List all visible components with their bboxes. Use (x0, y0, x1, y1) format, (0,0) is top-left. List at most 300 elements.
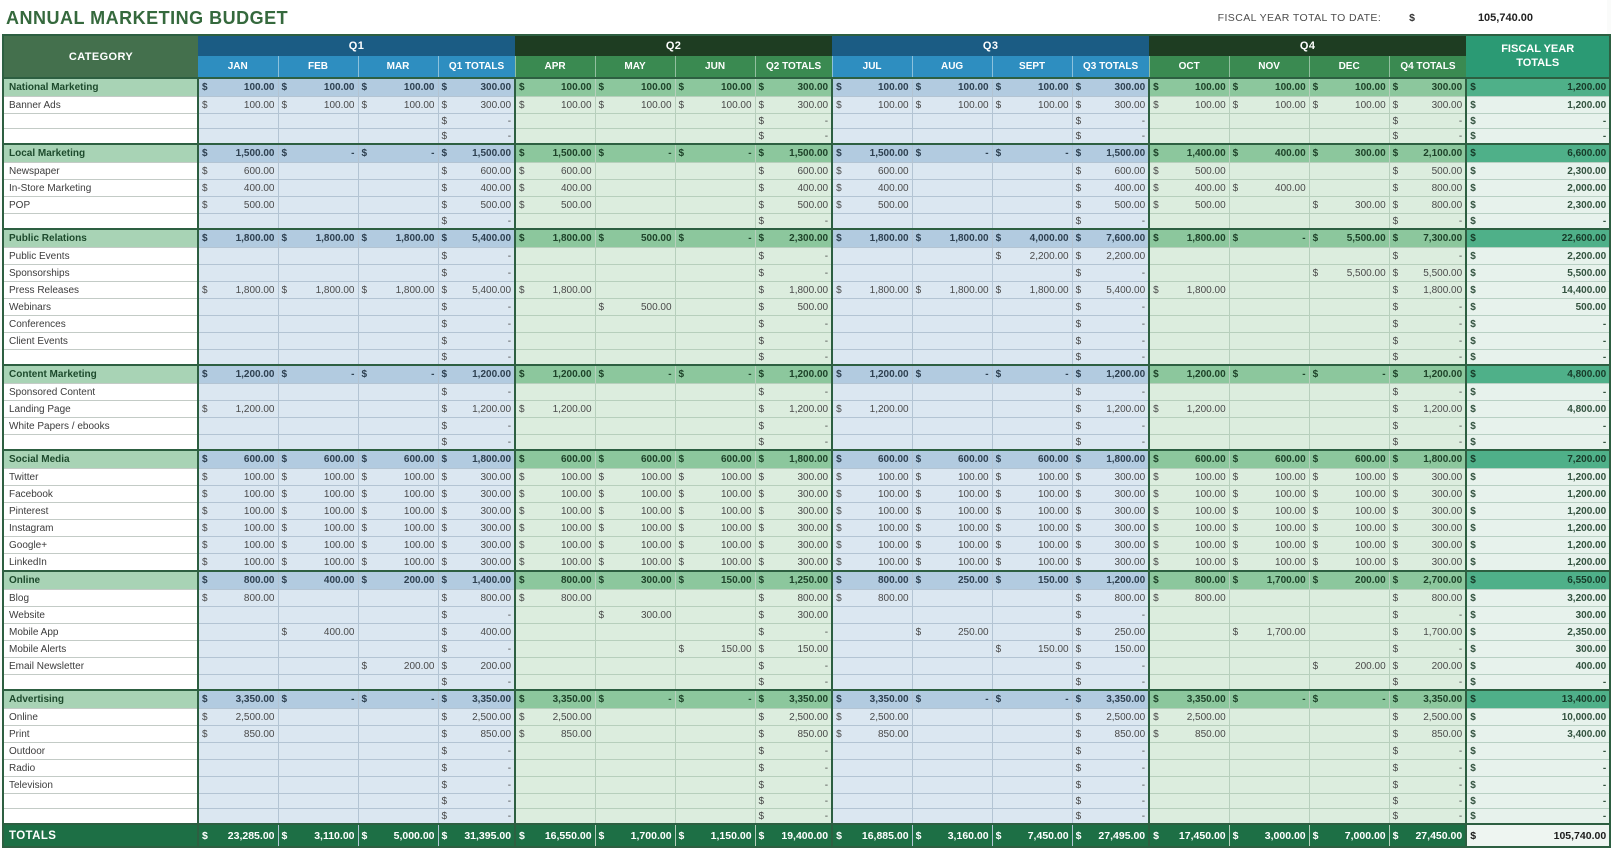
cell[interactable]: $ - (912, 365, 992, 384)
cell[interactable]: $ 150.00 (675, 641, 755, 658)
cell[interactable] (1229, 658, 1309, 675)
cell[interactable] (1229, 129, 1309, 145)
category-cell[interactable] (3, 794, 198, 809)
cell[interactable]: $ 100.00 (1229, 486, 1309, 503)
cell[interactable] (278, 809, 358, 825)
cell[interactable]: $ 100.00 (1309, 503, 1389, 520)
cell[interactable] (675, 248, 755, 265)
category-cell[interactable]: Print (3, 726, 198, 743)
category-cell[interactable]: Blog (3, 590, 198, 607)
cell[interactable] (1309, 163, 1389, 180)
month-header-may[interactable]: MAY (595, 56, 675, 78)
cell[interactable] (278, 607, 358, 624)
cell[interactable]: $ 100.00 (1229, 78, 1309, 97)
cell[interactable]: $ 800.00 (198, 571, 278, 590)
cell[interactable] (832, 129, 912, 145)
category-cell[interactable]: In-Store Marketing (3, 180, 198, 197)
cell[interactable]: $ 3,350.00 (832, 690, 912, 709)
cell[interactable]: $ 100.00 (278, 503, 358, 520)
cell[interactable]: $ 16,550.00 (515, 824, 595, 847)
cell[interactable] (515, 809, 595, 825)
cell[interactable] (1309, 607, 1389, 624)
cell[interactable]: $ 100.00 (515, 469, 595, 486)
cell[interactable]: $ 14,400.00 (1466, 282, 1610, 299)
cell[interactable]: $ 100.00 (675, 520, 755, 537)
cell[interactable] (912, 675, 992, 691)
cell[interactable] (675, 794, 755, 809)
cell[interactable]: $ - (755, 777, 832, 794)
cell[interactable]: $ 300.00 (1072, 78, 1149, 97)
cell[interactable] (1229, 760, 1309, 777)
cell[interactable]: $ - (1389, 418, 1466, 435)
cell[interactable]: $ 100.00 (992, 503, 1072, 520)
cell[interactable]: $ 400.00 (438, 180, 515, 197)
cell[interactable] (198, 658, 278, 675)
cell[interactable]: $ 7,450.00 (992, 824, 1072, 847)
cell[interactable] (1309, 282, 1389, 299)
category-cell[interactable]: Radio (3, 760, 198, 777)
cell[interactable]: $ 300.00 (1389, 78, 1466, 97)
cell[interactable] (1229, 282, 1309, 299)
cell[interactable]: $ 1,800.00 (832, 229, 912, 248)
cell[interactable]: $ 150.00 (755, 641, 832, 658)
cell[interactable]: $ - (438, 299, 515, 316)
cell[interactable] (1149, 214, 1229, 230)
cell[interactable] (358, 760, 438, 777)
cell[interactable] (198, 384, 278, 401)
cell[interactable]: $ 300.00 (755, 469, 832, 486)
cell[interactable]: $ - (1072, 299, 1149, 316)
cell[interactable]: $ 400.00 (515, 180, 595, 197)
cell[interactable] (515, 624, 595, 641)
category-cell[interactable] (3, 809, 198, 825)
cell[interactable]: $ 100.00 (595, 554, 675, 572)
cell[interactable]: $ - (1389, 114, 1466, 129)
category-cell[interactable]: Social Media (3, 450, 198, 469)
cell[interactable]: $ - (438, 794, 515, 809)
cell[interactable]: $ 300.00 (1389, 486, 1466, 503)
cell[interactable]: $ 1,800.00 (755, 282, 832, 299)
cell[interactable]: $ 150.00 (992, 641, 1072, 658)
cell[interactable] (675, 197, 755, 214)
cell[interactable] (198, 624, 278, 641)
cell[interactable]: $ 200.00 (1389, 658, 1466, 675)
cell[interactable] (278, 743, 358, 760)
cell[interactable] (198, 418, 278, 435)
cell[interactable]: $ - (1389, 777, 1466, 794)
cell[interactable]: $ 300.00 (438, 520, 515, 537)
cell[interactable] (358, 726, 438, 743)
cell[interactable]: $ - (1072, 418, 1149, 435)
cell[interactable]: $ 100.00 (912, 537, 992, 554)
cell[interactable]: $ 1,800.00 (832, 282, 912, 299)
cell[interactable] (1229, 214, 1309, 230)
cell[interactable] (675, 809, 755, 825)
cell[interactable]: $ 1,800.00 (438, 450, 515, 469)
cell[interactable] (358, 265, 438, 282)
cell[interactable] (912, 435, 992, 451)
cell[interactable] (1149, 248, 1229, 265)
cell[interactable]: $ 300.00 (595, 607, 675, 624)
cell[interactable] (278, 248, 358, 265)
category-cell[interactable]: Landing Page (3, 401, 198, 418)
cell[interactable]: $ 1,800.00 (278, 282, 358, 299)
cell[interactable]: $ 500.00 (595, 299, 675, 316)
cell[interactable]: $ - (755, 435, 832, 451)
category-cell[interactable]: Online (3, 571, 198, 590)
cell[interactable] (992, 265, 1072, 282)
cell[interactable] (912, 641, 992, 658)
cell[interactable]: $ 1,800.00 (1389, 282, 1466, 299)
cell[interactable]: $ 2,100.00 (1389, 144, 1466, 163)
cell[interactable]: $ 3,160.00 (912, 824, 992, 847)
cell[interactable]: $ - (278, 365, 358, 384)
cell[interactable] (358, 214, 438, 230)
cell[interactable] (358, 114, 438, 129)
cell[interactable] (1229, 197, 1309, 214)
cell[interactable]: $ 300.00 (1072, 520, 1149, 537)
cell[interactable] (595, 384, 675, 401)
cell[interactable]: $ - (358, 365, 438, 384)
cell[interactable]: $ 400.00 (1229, 180, 1309, 197)
cell[interactable]: $ 6,550.00 (1466, 571, 1610, 590)
cell[interactable]: $ 300.00 (1309, 197, 1389, 214)
cell[interactable] (595, 658, 675, 675)
cell[interactable]: $ - (755, 114, 832, 129)
cell[interactable]: $ 100.00 (358, 554, 438, 572)
cell[interactable] (912, 726, 992, 743)
cell[interactable] (278, 180, 358, 197)
cell[interactable] (1149, 114, 1229, 129)
category-cell[interactable]: Pinterest (3, 503, 198, 520)
cell[interactable]: $ 100.00 (675, 554, 755, 572)
cell[interactable]: $ 600.00 (515, 163, 595, 180)
cell[interactable] (278, 333, 358, 350)
cell[interactable] (832, 265, 912, 282)
cell[interactable] (198, 248, 278, 265)
cell[interactable]: $ 100.00 (912, 97, 992, 114)
cell[interactable]: $ 100.00 (992, 97, 1072, 114)
cell[interactable] (912, 114, 992, 129)
cell[interactable]: $ - (1466, 114, 1610, 129)
cell[interactable]: $ - (1466, 214, 1610, 230)
cell[interactable]: $ 3,110.00 (278, 824, 358, 847)
cell[interactable]: $ 2,500.00 (438, 709, 515, 726)
cell[interactable]: $ 500.00 (198, 197, 278, 214)
cell[interactable]: $ 100.00 (595, 469, 675, 486)
cell[interactable]: $ 300.00 (755, 607, 832, 624)
cell[interactable]: $ - (992, 690, 1072, 709)
month-header-apr[interactable]: APR (515, 56, 595, 78)
cell[interactable]: $ 1,250.00 (755, 571, 832, 590)
cell[interactable]: $ 100.00 (198, 503, 278, 520)
cell[interactable]: $ 100.00 (912, 520, 992, 537)
cell[interactable] (992, 709, 1072, 726)
category-cell[interactable]: Online (3, 709, 198, 726)
category-cell[interactable]: Local Marketing (3, 144, 198, 163)
cell[interactable] (832, 214, 912, 230)
cell[interactable] (595, 418, 675, 435)
cell[interactable] (912, 658, 992, 675)
cell[interactable]: $ 5,400.00 (438, 229, 515, 248)
cell[interactable]: $ 500.00 (755, 299, 832, 316)
category-cell[interactable]: Advertising (3, 690, 198, 709)
cell[interactable]: $ 2,300.00 (1466, 163, 1610, 180)
cell[interactable] (358, 163, 438, 180)
cell[interactable]: $ 100.00 (992, 520, 1072, 537)
cell[interactable] (675, 435, 755, 451)
cell[interactable] (992, 435, 1072, 451)
cell[interactable] (675, 418, 755, 435)
cell[interactable]: $ 1,200.00 (515, 401, 595, 418)
cell[interactable]: $ - (438, 384, 515, 401)
cell[interactable]: $ 100.00 (1149, 520, 1229, 537)
cell[interactable] (278, 590, 358, 607)
cell[interactable]: $ 1,800.00 (1149, 282, 1229, 299)
cell[interactable]: $ 1,150.00 (675, 824, 755, 847)
cell[interactable]: $ 600.00 (198, 163, 278, 180)
cell[interactable]: $ 200.00 (1309, 571, 1389, 590)
cell[interactable]: $ 300.00 (1389, 469, 1466, 486)
cell[interactable]: $ - (1309, 365, 1389, 384)
cell[interactable]: $ 100.00 (1309, 537, 1389, 554)
cell[interactable] (992, 809, 1072, 825)
cell[interactable]: $ - (1466, 675, 1610, 691)
cell[interactable]: $ - (1466, 316, 1610, 333)
cell[interactable] (832, 809, 912, 825)
cell[interactable]: $ - (1389, 641, 1466, 658)
cell[interactable] (912, 743, 992, 760)
cell[interactable] (675, 624, 755, 641)
cell[interactable]: $ - (1072, 350, 1149, 366)
month-header-aug[interactable]: AUG (912, 56, 992, 78)
cell[interactable] (675, 590, 755, 607)
cell[interactable] (595, 809, 675, 825)
month-header-oct[interactable]: OCT (1149, 56, 1229, 78)
cell[interactable]: $ - (755, 675, 832, 691)
cell[interactable] (992, 214, 1072, 230)
cell[interactable] (198, 675, 278, 691)
cell[interactable]: $ - (1072, 809, 1149, 825)
cell[interactable] (912, 180, 992, 197)
cell[interactable] (832, 777, 912, 794)
cell[interactable] (278, 709, 358, 726)
cell[interactable] (515, 350, 595, 366)
cell[interactable] (1229, 163, 1309, 180)
cell[interactable] (198, 777, 278, 794)
cell[interactable] (675, 760, 755, 777)
cell[interactable]: $ 300.00 (1072, 97, 1149, 114)
cell[interactable] (675, 114, 755, 129)
cell[interactable]: $ - (438, 607, 515, 624)
cell[interactable]: $ 3,000.00 (1229, 824, 1309, 847)
cell[interactable] (278, 418, 358, 435)
cell[interactable] (992, 760, 1072, 777)
cell[interactable] (992, 114, 1072, 129)
cell[interactable] (515, 248, 595, 265)
cell[interactable] (992, 180, 1072, 197)
cell[interactable]: $ 100.00 (1309, 486, 1389, 503)
cell[interactable] (832, 624, 912, 641)
category-cell[interactable]: Twitter (3, 469, 198, 486)
category-cell[interactable] (3, 675, 198, 691)
cell[interactable]: $ 600.00 (675, 450, 755, 469)
cell[interactable] (515, 265, 595, 282)
cell[interactable]: $ 100.00 (1149, 486, 1229, 503)
cell[interactable] (992, 607, 1072, 624)
category-cell[interactable]: Email Newsletter (3, 658, 198, 675)
cell[interactable]: $ - (1072, 658, 1149, 675)
cell[interactable]: $ 300.00 (755, 486, 832, 503)
cell[interactable] (1149, 658, 1229, 675)
cell[interactable]: $ 100.00 (912, 78, 992, 97)
q2-band[interactable]: Q2 (515, 35, 832, 56)
cell[interactable]: $ - (595, 144, 675, 163)
cell[interactable]: $ - (1072, 333, 1149, 350)
cell[interactable]: $ 100.00 (198, 554, 278, 572)
cell[interactable]: $ - (438, 418, 515, 435)
category-cell[interactable]: Facebook (3, 486, 198, 503)
cell[interactable]: $ 100.00 (198, 78, 278, 97)
cell[interactable] (675, 214, 755, 230)
cell[interactable]: $ 1,200.00 (1072, 401, 1149, 418)
cell[interactable] (358, 333, 438, 350)
cell[interactable] (198, 809, 278, 825)
cell[interactable] (358, 350, 438, 366)
cell[interactable]: $ 500.00 (515, 197, 595, 214)
cell[interactable] (912, 214, 992, 230)
cell[interactable]: $ 1,200.00 (755, 365, 832, 384)
cell[interactable] (1149, 129, 1229, 145)
cell[interactable]: $ - (1072, 777, 1149, 794)
cell[interactable]: $ 100.00 (198, 469, 278, 486)
cell[interactable]: $ - (1389, 607, 1466, 624)
cell[interactable]: $ 100.00 (515, 97, 595, 114)
cell[interactable] (1149, 299, 1229, 316)
cell[interactable]: $ - (1389, 350, 1466, 366)
cell[interactable]: $ 850.00 (515, 726, 595, 743)
cell[interactable]: $ 600.00 (912, 450, 992, 469)
fiscal-year-to-date-value[interactable]: 105,740.00 (1477, 12, 1533, 24)
cell[interactable]: $ 7,600.00 (1072, 229, 1149, 248)
cell[interactable] (1229, 299, 1309, 316)
category-cell[interactable]: Mobile Alerts (3, 641, 198, 658)
cell[interactable] (675, 180, 755, 197)
cell[interactable]: $ 600.00 (1072, 163, 1149, 180)
cell[interactable]: $ 1,200.00 (1466, 554, 1610, 572)
cell[interactable]: $ 100.00 (1149, 97, 1229, 114)
cell[interactable]: $ 400.00 (1466, 658, 1610, 675)
cell[interactable]: $ 19,400.00 (755, 824, 832, 847)
cell[interactable] (912, 760, 992, 777)
cell[interactable] (675, 675, 755, 691)
cell[interactable]: $ 1,800.00 (198, 229, 278, 248)
cell[interactable]: $ 2,500.00 (1389, 709, 1466, 726)
cell[interactable] (832, 114, 912, 129)
cell[interactable]: $ - (1466, 777, 1610, 794)
cell[interactable] (1229, 641, 1309, 658)
cell[interactable] (595, 197, 675, 214)
cell[interactable]: $ 100.00 (515, 78, 595, 97)
cell[interactable]: $ - (755, 794, 832, 809)
cell[interactable] (1149, 743, 1229, 760)
cell[interactable] (992, 316, 1072, 333)
cell[interactable]: $ 300.00 (1466, 641, 1610, 658)
cell[interactable]: $ 100.00 (1309, 78, 1389, 97)
cell[interactable]: $ 300.00 (438, 97, 515, 114)
cell[interactable]: $ 300.00 (755, 78, 832, 97)
cell[interactable] (595, 350, 675, 366)
cell[interactable] (595, 248, 675, 265)
cell[interactable]: $ 600.00 (278, 450, 358, 469)
cell[interactable] (515, 777, 595, 794)
cell[interactable] (912, 794, 992, 809)
cell[interactable] (832, 248, 912, 265)
cell[interactable] (1149, 794, 1229, 809)
q2-totals-header[interactable]: Q2 TOTALS (755, 56, 832, 78)
cell[interactable] (595, 163, 675, 180)
cell[interactable]: $ 5,400.00 (1072, 282, 1149, 299)
category-cell[interactable]: Public Relations (3, 229, 198, 248)
category-cell[interactable]: Instagram (3, 520, 198, 537)
cell[interactable]: $ - (595, 690, 675, 709)
cell[interactable] (912, 316, 992, 333)
cell[interactable]: $ - (1072, 675, 1149, 691)
cell[interactable]: $ 100.00 (278, 78, 358, 97)
cell[interactable]: $ 300.00 (1389, 520, 1466, 537)
cell[interactable]: $ 1,200.00 (755, 401, 832, 418)
cell[interactable] (992, 777, 1072, 794)
cell[interactable]: $ 800.00 (1149, 590, 1229, 607)
cell[interactable]: $ 4,000.00 (992, 229, 1072, 248)
cell[interactable] (358, 180, 438, 197)
cell[interactable] (1309, 709, 1389, 726)
cell[interactable]: $ 150.00 (1072, 641, 1149, 658)
cell[interactable] (1309, 794, 1389, 809)
cell[interactable] (1309, 384, 1389, 401)
cell[interactable]: $ 400.00 (198, 180, 278, 197)
cell[interactable] (515, 299, 595, 316)
cell[interactable]: $ - (675, 365, 755, 384)
cell[interactable]: $ 27,450.00 (1389, 824, 1466, 847)
cell[interactable]: $ - (1466, 435, 1610, 451)
cell[interactable] (1149, 809, 1229, 825)
cell[interactable]: $ - (912, 690, 992, 709)
cell[interactable]: $ - (1072, 384, 1149, 401)
cell[interactable]: $ 100.00 (1229, 537, 1309, 554)
cell[interactable]: $ 100.00 (675, 78, 755, 97)
cell[interactable]: $ 100.00 (675, 469, 755, 486)
cell[interactable]: $ 300.00 (438, 78, 515, 97)
cell[interactable] (198, 641, 278, 658)
cell[interactable] (832, 760, 912, 777)
cell[interactable] (912, 248, 992, 265)
cell[interactable]: $ - (1389, 333, 1466, 350)
cell[interactable] (595, 401, 675, 418)
cell[interactable]: $ 300.00 (438, 554, 515, 572)
cell[interactable]: $ - (278, 690, 358, 709)
category-cell[interactable] (3, 435, 198, 451)
cell[interactable]: $ 300.00 (755, 503, 832, 520)
cell[interactable] (198, 794, 278, 809)
cell[interactable]: $ - (755, 333, 832, 350)
cell[interactable] (1149, 607, 1229, 624)
cell[interactable] (1309, 624, 1389, 641)
cell[interactable] (1149, 777, 1229, 794)
cell[interactable]: $ - (438, 760, 515, 777)
cell[interactable]: $ 1,500.00 (1072, 144, 1149, 163)
cell[interactable] (1309, 435, 1389, 451)
